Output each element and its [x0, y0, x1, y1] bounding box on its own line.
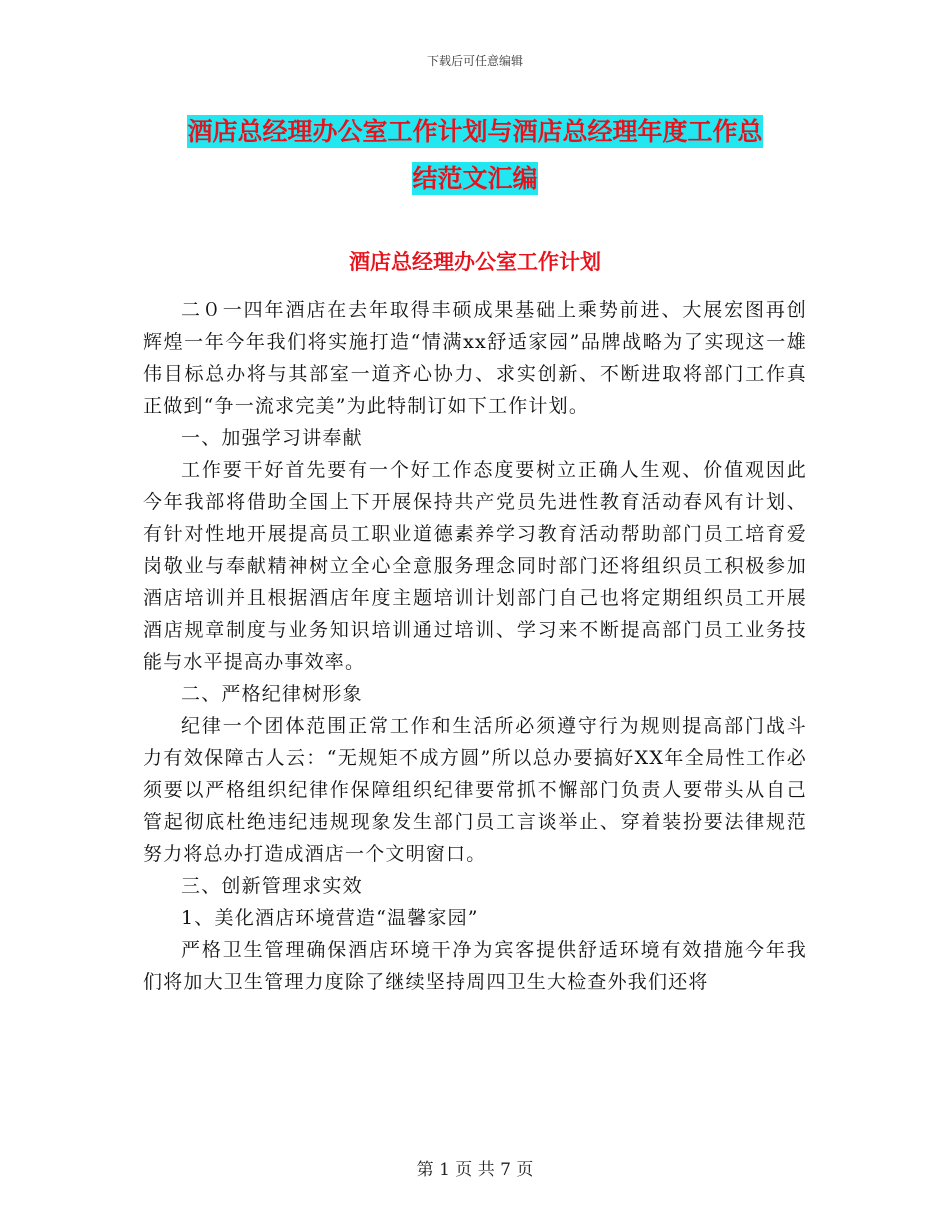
heading-1: 一、加强学习讲奉献: [181, 427, 363, 449]
paragraph-2: 纪律一个团体范围正常工作和生活所必须遵守行为规则提高部门战斗力有效保障古人云：“无规矩不成方圆”所以总办要搞好XX年全局性工作必须要以严格组织纪律作保障组织纪律要常抓不懈部门负责人要带头从自己管起彻底杜绝违纪违规现象发生部门员工言谈举止、穿着装扮要法律规范努力将总办打造成酒店一个文明窗口。: [143, 715, 807, 865]
heading-2: 二、严格纪律树形象: [181, 683, 363, 705]
section-title: 酒店总经理办公室工作计划: [349, 249, 601, 274]
subheading-3-1: 1、美化酒店环境营造“温馨家园”: [181, 907, 479, 929]
paragraph-1: 工作要干好首先要有一个好工作态度要树立正确人生观、价值观因此今年我部将借助全国上下开展保持共产党员先进性教育活动春风有计划、有针对性地开展提高员工职业道德素养学习教育活动帮助部门员工培育爱岗敬业与奉献精神树立全心全意服务理念同时部门还将组织员工积极参加酒店培训并且根据酒店年度主题培训计划部门自己也将定期组织员工开展酒店规章制度与业务知识培训通过培训、学习来不断提高部门员工业务技能与水平提高办事效率。: [143, 459, 807, 673]
document-title-line-2: 结范文汇编: [412, 164, 538, 193]
document-title: [140, 108, 810, 202]
paragraph-intro: 二０一四年酒店在去年取得丰硕成果基础上乘势前进、大展宏图再创辉煌一年今年我们将实施打造“情满xx舒适家园”品牌战略为了实现这一雄伟目标总办将与其部室一道齐心协力、求实创新、不断进取将部门工作真正做到“争一流求完美”为此特制订如下工作计划。: [143, 299, 807, 417]
paragraph-3-1: 严格卫生管理确保酒店环境干净为宾客提供舒适环境有效措施今年我们将加大卫生管理力度除了继续坚持周四卫生大检查外我们还将: [143, 939, 807, 993]
page-header-note: 下载后可任意编辑: [426, 54, 523, 68]
page-number-footer: 第 1 页 共 7 页: [416, 1160, 534, 1180]
heading-3: 三、创新管理求实效: [181, 875, 363, 897]
document-body: [143, 294, 807, 998]
document-title-line-1: 酒店总经理办公室工作计划与酒店总经理年度工作总: [187, 117, 763, 146]
